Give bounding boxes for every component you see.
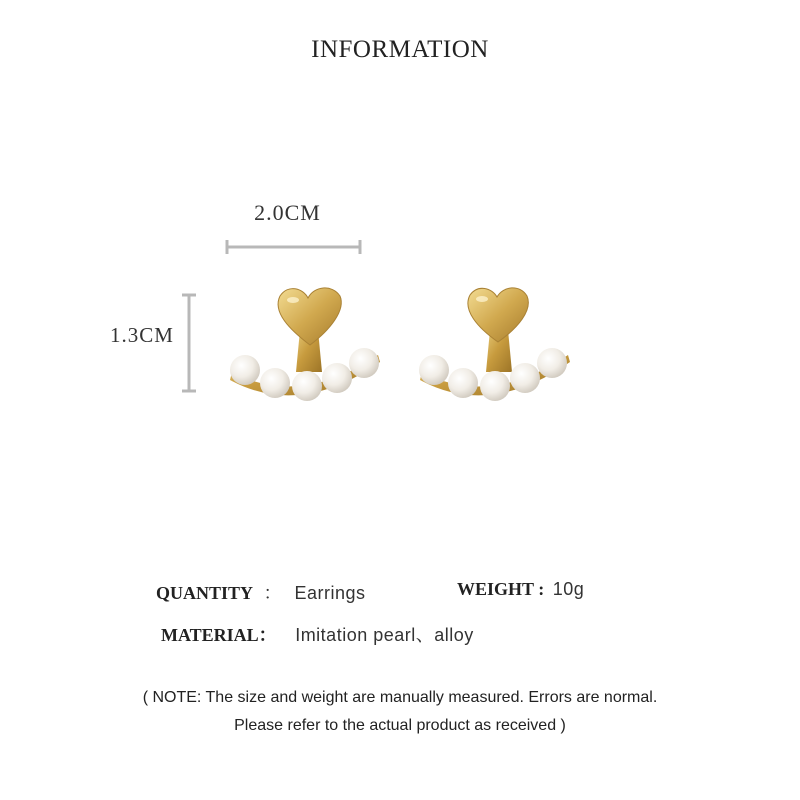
height-dimension-line [182, 295, 196, 391]
quantity-value: Earrings [294, 583, 366, 603]
material-label: MATERIAL： [161, 625, 277, 645]
right-earring [419, 288, 570, 401]
note-line-2: Please refer to the actual product as received ) [234, 717, 566, 734]
height-dimension-label: 1.3CM [110, 323, 174, 347]
weight-label: WEIGHT : [457, 579, 545, 599]
quantity-row [156, 579, 366, 605]
material-value: Imitation pearl、alloy [295, 625, 474, 645]
quantity-label: QUANTITY [156, 583, 254, 603]
weight-row [457, 579, 584, 600]
width-dimension-line [227, 240, 360, 254]
quantity-separator: ： [263, 583, 283, 603]
page-title: INFORMATION [311, 36, 489, 63]
width-dimension-label: 2.0CM [254, 200, 321, 225]
weight-value: 10g [552, 579, 585, 599]
material-row [161, 621, 474, 647]
left-earring [230, 288, 380, 401]
note-line-1: ( NOTE: The size and weight are manually measured. Errors are normal. [142, 689, 658, 706]
